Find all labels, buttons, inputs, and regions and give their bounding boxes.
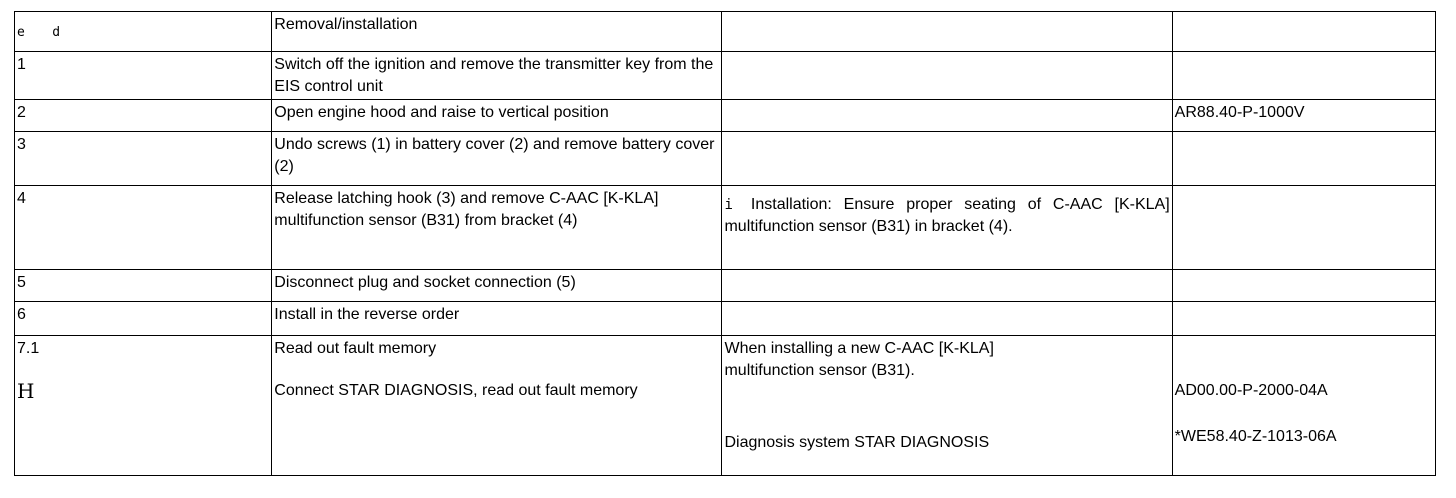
step-action: Switch off the ignition and remove the transmitter key from the EIS control unit (272, 52, 722, 100)
step-ref: AD00.00-P-2000-04A (1174, 382, 1328, 399)
step-action: Disconnect plug and socket connection (5) (272, 270, 722, 302)
table-row (15, 270, 1436, 302)
header-col1 (15, 12, 272, 52)
step-number-cell (15, 336, 272, 476)
step-ref-sub: *WE58.40-Z-1013-06A (1174, 428, 1337, 445)
step-ref (1172, 270, 1435, 302)
step-ref-cell (1172, 336, 1435, 476)
step-number: 2 (15, 100, 272, 132)
step-number: 7.1 (17, 340, 40, 357)
header-row (15, 12, 1436, 52)
table-row (15, 302, 1436, 336)
step-note: When installing a new C-AAC [K-KLA] multifunction sensor (B31). (724, 340, 994, 379)
step-note (722, 52, 1172, 100)
step-action: Open engine hood and raise to vertical position (272, 100, 722, 132)
step-note (722, 100, 1172, 132)
step-action: Read out fault memory (274, 340, 437, 357)
header-col3 (722, 12, 1172, 52)
step-action: Install in the reverse order (272, 302, 722, 336)
table-row (15, 336, 1436, 476)
header-col4 (1172, 12, 1435, 52)
info-icon: i (724, 197, 733, 213)
step-action: Release latching hook (3) and remove C-AAC [K-KLA] multifunction sensor (B31) from bracket (4) (272, 186, 722, 270)
diagnosis-symbol: H (17, 379, 35, 403)
table-row (15, 186, 1436, 270)
step-ref: AR88.40-P-1000V (1172, 100, 1435, 132)
step-note-sub: Diagnosis system STAR DIAGNOSIS (724, 434, 990, 451)
step-ref (1172, 52, 1435, 100)
step-number: 5 (15, 270, 272, 302)
step-action-sub: Connect STAR DIAGNOSIS, read out fault memory (274, 382, 638, 399)
step-note (722, 132, 1172, 186)
step-note (722, 302, 1172, 336)
step-number: 4 (15, 186, 272, 270)
step-number: 3 (15, 132, 272, 186)
installation-note (724, 194, 1169, 238)
step-note-cell (722, 186, 1172, 270)
step-number: 6 (15, 302, 272, 336)
step-number: 1 (15, 52, 272, 100)
step-action: Undo screws (1) in battery cover (2) and remove battery cover (2) (272, 132, 722, 186)
step-action-cell (272, 336, 722, 476)
table-row (15, 52, 1436, 100)
step-note-cell (722, 336, 1172, 476)
step-ref (1172, 186, 1435, 270)
note-text: Installation: Ensure proper seating of C-AAC [K-KLA] multifunction sensor (B31) in bracket (4). (724, 196, 1170, 235)
table-row (15, 100, 1436, 132)
header-symbols: e d (17, 25, 62, 40)
step-note (722, 270, 1172, 302)
procedure-table (14, 11, 1436, 476)
step-ref (1172, 132, 1435, 186)
step-ref (1172, 302, 1435, 336)
header-title: Removal/installation (272, 12, 722, 52)
table-row (15, 132, 1436, 186)
